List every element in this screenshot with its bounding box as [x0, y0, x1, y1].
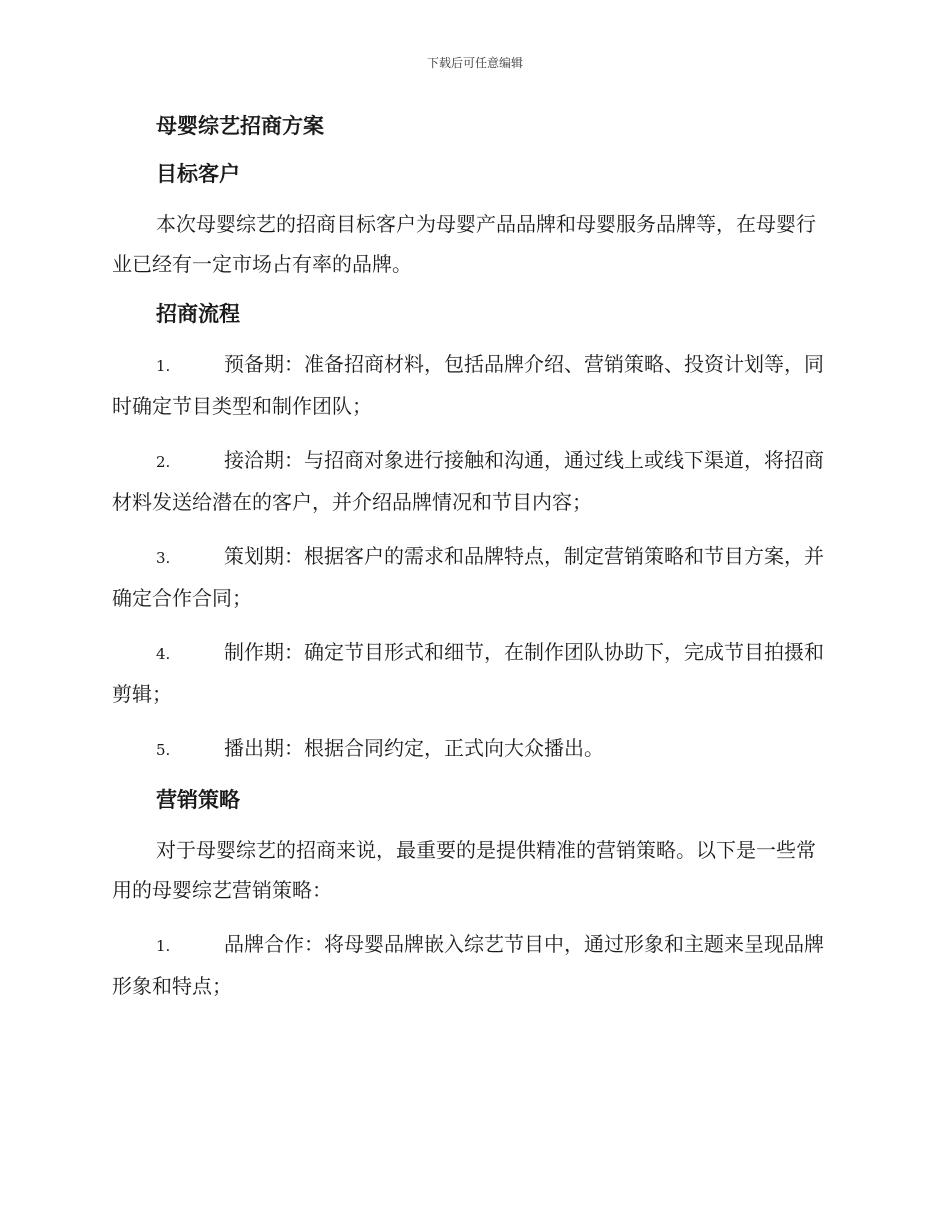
document-body: [112, 108, 834, 1006]
process-item: [112, 728, 834, 770]
marketing-item: [112, 924, 834, 1006]
list-number: 1.: [156, 937, 171, 955]
list-item-text: 品牌合作：将母婴品牌嵌入综艺节目中，通过形象和主题来呈现品牌形象和特点；: [112, 932, 824, 998]
process-item: [112, 536, 834, 618]
process-item: [112, 632, 834, 714]
section-heading-marketing: 营销策略: [156, 788, 240, 812]
list-item-text: 制作期：确定节目形式和细节，在制作团队协助下，完成节目拍摄和剪辑；: [112, 640, 824, 706]
list-number: 3.: [156, 549, 171, 567]
list-item-text: 策划期：根据客户的需求和品牌特点，制定营销策略和节目方案，并确定合作合同；: [112, 544, 824, 610]
list-number: 5.: [156, 741, 171, 759]
list-number: 2.: [156, 453, 171, 471]
list-item-text: 播出期：根据合同约定，正式向大众播出。: [224, 736, 604, 760]
marketing-paragraph: 对于母婴综艺的招商来说，最重要的是提供精准的营销策略。以下是一些常用的母婴综艺营销策略：: [112, 838, 816, 902]
list-item-text: 接洽期：与招商对象进行接触和沟通，通过线上或线下渠道，将招商材料发送给潜在的客户，并介绍品牌情况和节目内容；: [112, 448, 824, 514]
document-title: 母婴综艺招商方案: [156, 114, 324, 138]
target-paragraph: 本次母婴综艺的招商目标客户为母婴产品品牌和母婴服务品牌等，在母婴行业已经有一定市场占有率的品牌。: [112, 212, 816, 276]
list-number: 1.: [156, 357, 171, 375]
page-header: 下载后可任意编辑: [426, 56, 523, 70]
section-heading-target: 目标客户: [156, 162, 240, 186]
list-number: 4.: [156, 645, 171, 663]
list-item-text: 预备期：准备招商材料，包括品牌介绍、营销策略、投资计划等，同时确定节目类型和制作团队；: [112, 352, 824, 418]
process-item: [112, 344, 834, 426]
process-item: [112, 440, 834, 522]
section-heading-process: 招商流程: [156, 302, 240, 326]
